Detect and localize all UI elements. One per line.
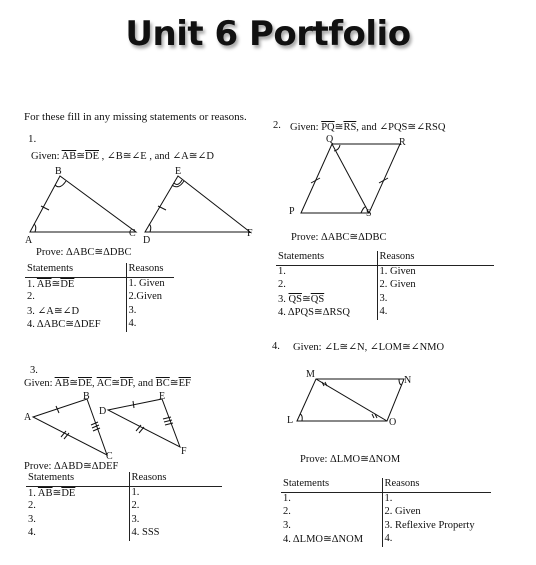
reason-cell[interactable]: 2.Given [128, 291, 163, 302]
table-row [25, 318, 174, 332]
problem-2-number: 2. [273, 120, 281, 131]
triangle-def-3 [108, 399, 180, 447]
reason-cell[interactable]: 4. SSS [131, 527, 160, 538]
instructions: For these fill in any missing statements or reasons. [24, 111, 247, 123]
statement-cell[interactable]: 1. $\overline{AB}≅\overline{DE}$ [25, 277, 126, 291]
problem-2-prove: Prove: ΔABC≅ΔDBC [291, 232, 387, 243]
triangle-def [145, 176, 250, 232]
reason-cell[interactable]: 3. Reflexive Property [384, 519, 475, 531]
vertex-label-r: R [399, 137, 406, 148]
proof-table-3 [26, 472, 222, 541]
vertex-label-m: M [306, 369, 315, 380]
table-row [25, 277, 174, 291]
tick-mark [311, 178, 320, 183]
table-row [26, 486, 222, 500]
statement-cell[interactable]: 4. ΔLMO≅ΔNOM [281, 533, 382, 547]
column-header-reasons: Reasons [129, 472, 222, 486]
problem-3-prove: Prove: ΔABD≅ΔDEF [24, 461, 119, 472]
statement-cell[interactable]: 2. [281, 506, 382, 520]
tick-mark [91, 422, 98, 425]
diagonal-qs [332, 144, 369, 213]
column-header-reasons: Reasons [126, 263, 174, 277]
page-title: Unit 6 Portfolio [125, 14, 411, 54]
statement-cell[interactable]: 1. [281, 492, 382, 506]
proof-table-4 [281, 478, 491, 547]
angle-mark [372, 414, 374, 418]
column-header-statements: Statements [26, 472, 129, 486]
parallelogram-lmno [297, 379, 404, 421]
problem-3-number: 3. [30, 365, 38, 376]
table-row [276, 265, 494, 279]
reason-cell[interactable]: 2. [131, 500, 140, 511]
tick-mark [379, 178, 388, 183]
statement-cell[interactable]: 4. ΔABC≅ΔDEF [25, 318, 126, 332]
statement-cell[interactable]: 1. [276, 265, 377, 279]
table-row [276, 293, 494, 307]
vertex-label-d: D [143, 235, 151, 246]
reason-cell[interactable]: 4. [384, 533, 393, 544]
column-header-statements: Statements [25, 263, 126, 277]
vertex-label-c: C [129, 228, 136, 239]
table-row [281, 492, 491, 506]
vertex-label-c-3: C [106, 451, 113, 462]
table-row [26, 514, 222, 528]
vertex-label-f-3: F [181, 446, 187, 457]
statement-cell[interactable]: 3. ∠A≅∠D [25, 305, 126, 319]
problem-3-given: Given: $\overline{AB}≅\overline{DE}$, $\overline{AC}≅\overline{DF}$, and $\overline{BC}≅\overline{EF}$ [24, 378, 191, 389]
vertex-label-d-3: D [99, 406, 107, 417]
problem-4-number: 4. [272, 341, 280, 352]
table-row [26, 527, 222, 541]
vertex-label-l: L [287, 415, 294, 426]
problem-4-given: Given: ∠L≅∠N, ∠LOM≅∠NMO [293, 342, 445, 353]
tick-mark [139, 427, 144, 433]
reason-cell[interactable]: 4. [379, 306, 388, 317]
vertex-label-e-3: E [159, 391, 166, 402]
reason-cell[interactable]: 3. [131, 513, 140, 525]
reason-cell[interactable]: 2. Given [384, 506, 421, 517]
vertex-label-e: E [175, 166, 182, 177]
table-row [276, 306, 494, 320]
vertex-label-b-3: B [83, 391, 90, 402]
triangle-abc [30, 176, 136, 232]
vertex-label-p: P [289, 206, 295, 217]
statement-cell[interactable]: 2. [26, 500, 129, 514]
reason-cell[interactable]: 1. [384, 492, 393, 504]
statement-cell[interactable]: 2. [276, 279, 377, 293]
vertex-label-s: S [366, 208, 372, 219]
column-header-statements: Statements [276, 251, 377, 265]
reason-cell[interactable]: 3. [379, 292, 388, 304]
statement-cell[interactable]: 4. [26, 527, 129, 541]
vertex-label-a-3: A [24, 412, 32, 423]
problem-1-given: Given: $\overline{AB}≅\overline{DE}$ , ∠B≅∠E , and ∠A≅∠D [31, 151, 214, 162]
statement-cell[interactable]: 3. $\overline{QS}≅\overline{QS}$ [276, 293, 377, 307]
tick-mark [133, 401, 134, 408]
reason-cell[interactable]: 4. [128, 318, 137, 329]
table-row [25, 305, 174, 319]
proof-table-1 [25, 263, 174, 332]
vertex-label-q: Q [326, 134, 334, 145]
vertex-label-f: F [247, 228, 253, 239]
table-row [25, 291, 174, 305]
statement-cell[interactable]: 2. [25, 291, 126, 305]
table-row [281, 533, 491, 547]
table-row [26, 500, 222, 514]
vertex-label-n: N [404, 375, 412, 386]
angle-arc-a [34, 224, 36, 232]
reason-cell[interactable]: 2. Given [379, 279, 416, 290]
vertex-label-b: B [55, 166, 62, 177]
table-row [276, 279, 494, 293]
proof-table-2 [276, 251, 494, 320]
reason-cell[interactable]: 1. [131, 486, 140, 498]
reason-cell[interactable]: 3. [128, 304, 137, 316]
table-row [281, 520, 491, 534]
problem-2-given: Given: $\overline{PQ}≅\overline{RS}$, and ∠PQS≅∠RSQ [290, 122, 446, 133]
statement-cell[interactable]: 1. $\overline{AB}≅\overline{DE}$ [26, 486, 129, 500]
column-header-reasons: Reasons [377, 251, 494, 265]
statement-cell[interactable]: 3. [281, 520, 382, 534]
table-row [281, 506, 491, 520]
problem-1-number: 1. [28, 133, 37, 145]
tick-mark [93, 428, 100, 431]
problem-1-prove: Prove: ΔABC≅ΔDBC [36, 247, 132, 258]
reason-cell[interactable]: 1. Given [379, 265, 416, 277]
column-header-statements: Statements [281, 478, 382, 492]
triangle-abc-3 [33, 399, 107, 455]
problem-4-prove: Prove: ΔLMO≅ΔNOM [300, 454, 401, 465]
angle-arc-l [300, 414, 302, 421]
column-header-reasons: Reasons [382, 478, 491, 492]
statement-cell[interactable]: 4. ΔPQS≅ΔRSQ [276, 306, 377, 320]
statement-cell[interactable]: 3. [26, 514, 129, 528]
vertex-label-o: O [389, 417, 397, 428]
reason-cell[interactable]: 1. Given [128, 277, 165, 289]
vertex-label-a: A [25, 235, 33, 246]
tick-mark [92, 425, 99, 428]
